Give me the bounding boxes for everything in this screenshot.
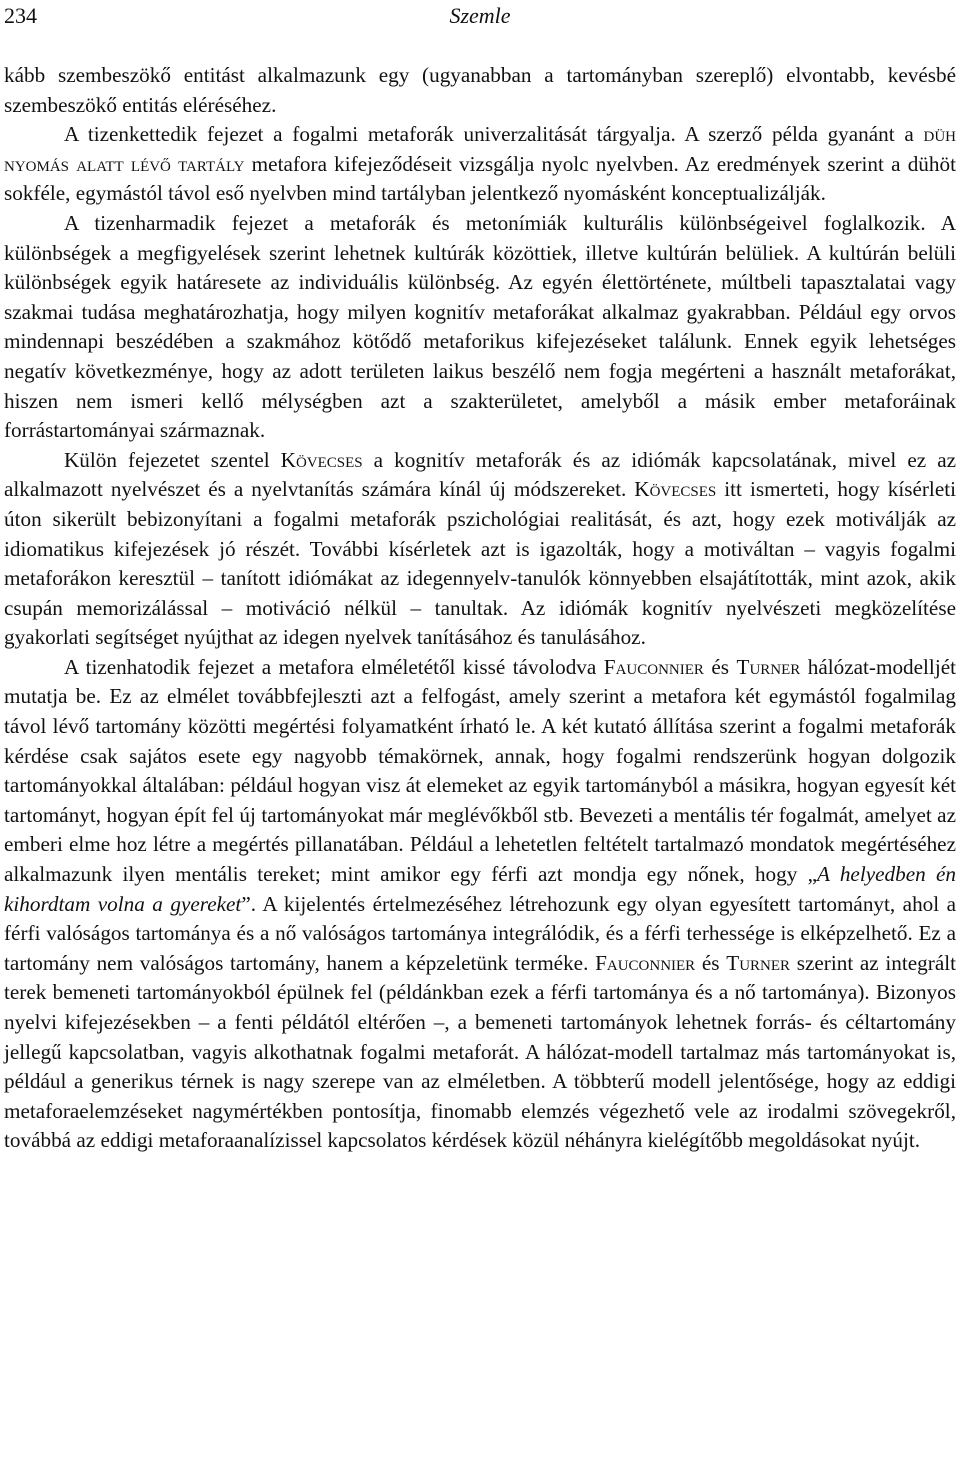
text-run: metafora kifejeződéseit vizsgálja nyolc nyelvben. Az eredmények szerint a dühöt sokféle, egymástól távol eső nyelvben mind tartályban jelentkező nyomásként konceptualizálják. [4, 151, 956, 206]
paragraph [4, 446, 956, 653]
page-number: 234 [4, 3, 37, 28]
text-run: szerint az integrált terek bemeneti tartományokból épülnek fel (példánkban ezek a férfi tartománya és a nő tartománya). Bizonyos nyelvi kifejezésekben – a fenti példától eltérően –, a bemeneti tartományok lehetnek forrás- és céltartomány jellegű kapcsolatban, vagyis alkothatnak fogalmi metaforát. A hálózat-modell tartalmaz más tartományokat is, például a generikus térnek is nagy szerepe van az elméletben. A többterű modell jelentősége, hogy az eddigi metaforaelemzéseket nagymértékben pontosítja, finomabb elemzés végezhető vele az irodalmi szövegekről, továbbá az eddigi metaforaanalízissel kapcsolatos kérdések közül néhányra kielégítőbb megoldásokat nyújt. [4, 950, 956, 1153]
author-name: Fauconnier [595, 950, 696, 975]
author-name: Kövecses [634, 477, 717, 502]
paragraph [4, 61, 956, 120]
article-body [4, 61, 956, 1156]
page-header [0, 0, 960, 34]
text-run: a kognitív metaforák és az idiómák kapcsolatának, mivel ez az alkalmazott nyelvészet és a nyelvtanítás számára kínál új módszereket. [4, 447, 957, 502]
paragraph [4, 209, 956, 446]
author-name: Turner [726, 950, 791, 975]
paragraph [4, 120, 956, 209]
author-name: düh nyomás alatt lévő tartály [4, 122, 956, 176]
author-name: Kövecses [280, 447, 363, 472]
text-run: hálózat-modelljét mutatja be. Ez az elmélet továbbfejleszti azt a felfogást, amely szerint a metafora két egymástól fogalmilag távol lévő tartomány közötti megértési folyamatként írható le. A két kutató állítása szerint a fogalmi metaforák kérdése csak sajátos esete egy nagyobb témakörnek, annak, hogy fogalmi rendszerünk hogyan dolgozik tartományokkal általában: például hogyan visz át elemeket az egyik tartományból a másikra, hogyan egyesít két tartományt, hogyan épít fel új tartományokat már meglévőkből stb. Bevezeti a mentális tér fogalmát, amelyet az emberi elme hoz létre a megértés pillanatában. Például a lehetetlen feltételt tartalmazó mondatok megértéséhez alkalmazunk ilyen mentális tereket; mint amikor egy férfi azt mondja egy nőnek, hogy „ [4, 654, 956, 887]
paragraph [4, 653, 956, 1156]
quoted-example: A helyedben én kihordtam volna a gyereket [4, 862, 956, 916]
running-title: Szemle [449, 3, 511, 28]
text-run: Külön fejezetet szentel [64, 447, 281, 472]
text-run: ”. A kijelentés értelmezéséhez létrehozunk egy olyan egyesített tartományt, ahol a férfi valóságos tartománya és a nő valóságos tartománya integrálódik, és a férfi terhessége is elképzelhető. Ez a tartomány nem valóságos tartomány, hanem a képzeletünk terméke. [4, 891, 957, 975]
text-run: és [703, 654, 737, 679]
text-run: és [695, 950, 727, 975]
text-run: A tizenharmadik fejezet a metaforák és metonímiák kulturális különbségeivel foglalkozik. A különbségek a megfigyelések szerint lehetnek kultúrák közöttiek, illetve kultúrán belüliek. A kultúrán belüli különbségek egyik határesete az individuális különbség. Az egyén élettörténete, múltbeli tapasztalatai vagy szakmai tudása meghatározhatja, hogy milyen kognitív metaforákat alkalmaz gyakrabban. Például egy orvos mindennapi beszédében a szakmához kötődő metaforikus kifejezéseket találunk. Ennek egyik lehetséges negatív következménye, hogy az adott területen laikus beszélő nem fogja megérteni a használt metaforákat, hiszen nem ismeri kellő mélységben azt a szakterületet, amelyből a másik ember metaforáinak forrástartományai származnak. [4, 210, 956, 443]
text-run: itt ismerteti, hogy kísérleti úton sikerült bebizonyítani a fogalmi metaforák pszichológiai realitását, és azt, hogy ezek motiválják az idiomatikus kifejezések jó részét. További kísérletek azt is igazolták, hogy a motiváltan – vagyis fogalmi metaforákon keresztül – tanított idiómákat az idegennyelv-tanulók könnyebben elsajátították, mint azok, akik csupán memorizálással – motiváció nélkül – tanultak. Az idiómák kognitív nyelvészeti megközelítése gyakorlati segítséget nyújthat az idegen nyelvek tanításához és tanulásához. [4, 477, 956, 650]
text-run: kább szembeszökő entitást alkalmazunk egy (ugyanabban a tartományban szereplő) elvontabb, kevésbé szembeszökő entitás eléréséhez. [4, 63, 956, 117]
text-run: A tizenkettedik fejezet a fogalmi metaforák univerzalitását tárgyalja. A szerző példa gyanánt a [64, 122, 924, 147]
author-name: Turner [736, 654, 801, 679]
text-run: A tizenhatodik fejezet a metafora elméletétől kissé távolodva [64, 654, 604, 679]
author-name: Fauconnier [603, 654, 704, 679]
